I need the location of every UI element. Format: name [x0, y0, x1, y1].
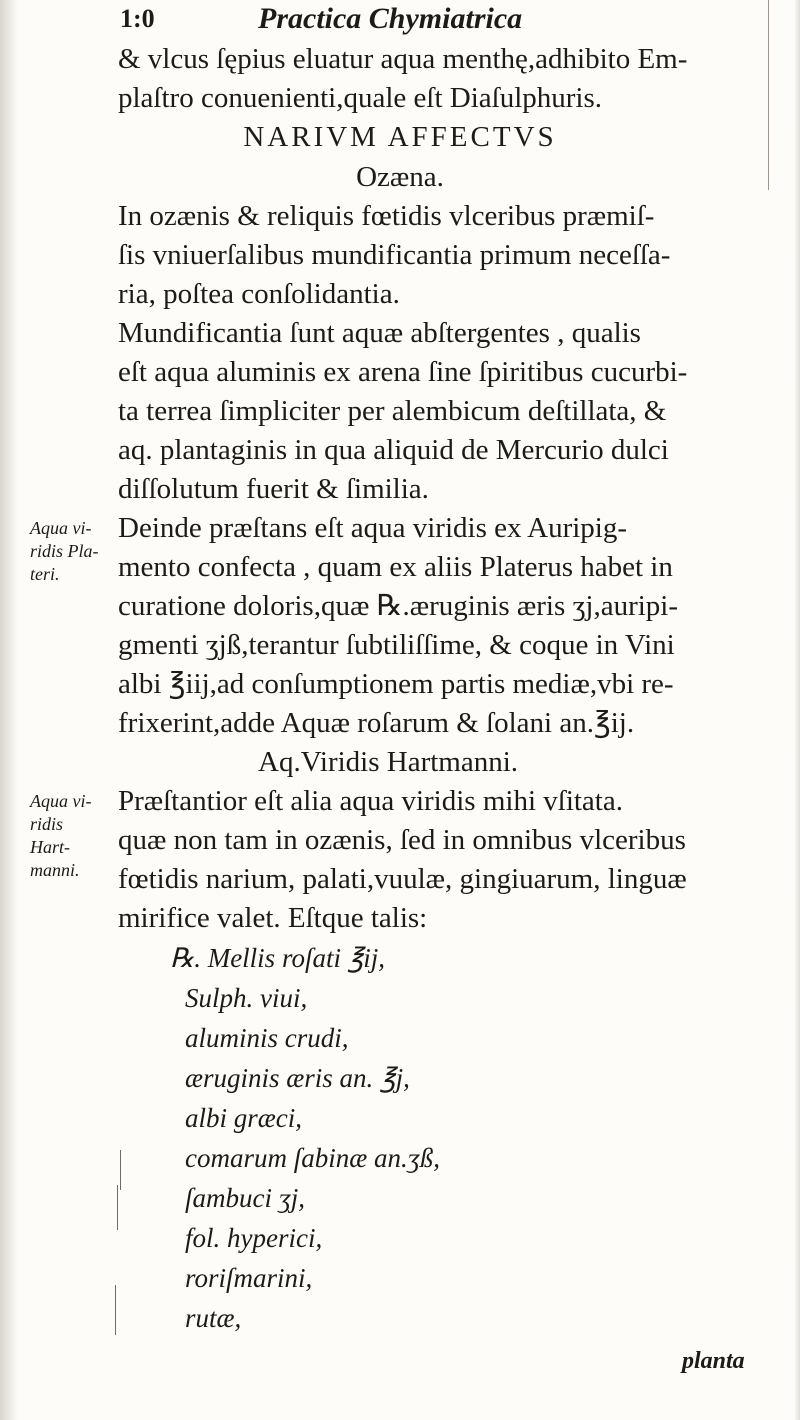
body-line: plaſtro conuenienti,quale eſt Diaſulphuris. — [118, 82, 603, 114]
page-edge-shadow — [794, 0, 800, 1420]
recipe-line: rutæ, — [185, 1303, 242, 1333]
body-line: frixerint,adde Aquæ roſarum & ſolani an.℥ij. — [118, 707, 635, 739]
margin-note: teri. — [30, 564, 60, 584]
subheading: Aq.Viridis Hartmanni. — [258, 746, 519, 778]
recipe-line: Sulph. viui, — [185, 983, 308, 1013]
body-line: quæ non tam in ozænis, ſed in omnibus vlceribus — [118, 824, 686, 856]
body-line: eſt aqua aluminis ex arena ſine ſpiritibus cucurbi- — [118, 356, 688, 388]
catchword: planta — [682, 1348, 745, 1374]
body-line: curatione doloris,quæ ℞.æruginis æris ʒj,auripi- — [118, 590, 679, 622]
body-line: gmenti ʒjß,terantur ſubtiliſſime, & coque in Vini — [118, 629, 675, 661]
recipe-line: comarum ſabinæ an.ʒß, — [185, 1143, 440, 1173]
section-heading: NARIVM AFFECTVS — [243, 121, 557, 153]
margin-note: manni. — [30, 860, 80, 880]
body-line: mirifice valet. Eſtque talis: — [118, 902, 428, 934]
recipe-line: roriſmarini, — [185, 1263, 313, 1293]
recipe-line: albi græci, — [185, 1103, 303, 1133]
subheading: Ozæna. — [356, 161, 444, 193]
page-number: 1:0 — [120, 4, 155, 33]
margin-note: Hart- — [30, 837, 70, 857]
ink-mark — [768, 0, 769, 190]
body-line: In ozænis & reliquis fœtidis vlceribus præmiſ- — [118, 200, 655, 232]
margin-note: ridis Pla- — [30, 541, 99, 561]
body-line: ta terrea ſimpliciter per alembicum deſtillata, & — [118, 395, 667, 427]
ink-mark — [117, 1185, 118, 1230]
margin-note: Aqua vi- — [30, 791, 92, 811]
page-gutter-shadow — [0, 0, 18, 1420]
body-line: aq. plantaginis in qua aliquid de Mercurio dulci — [118, 434, 669, 466]
body-line: Mundificantia ſunt aquæ abſtergentes , qualis — [118, 317, 641, 349]
body-line: Deinde præſtans eſt aqua viridis ex Auripig- — [118, 512, 628, 544]
body-line: albi ℥iij,ad conſumptionem partis mediæ,vbi re- — [118, 668, 674, 700]
margin-note: Aqua vi- — [30, 518, 92, 538]
body-line: mento confecta , quam ex aliis Platerus habet in — [118, 551, 673, 583]
recipe-line: fol. hyperici, — [185, 1223, 323, 1253]
body-line: ria, poſtea conſolidantia. — [118, 278, 400, 310]
ink-mark — [120, 1150, 121, 1190]
margin-note: ridis — [30, 814, 64, 834]
body-line: & vlcus ſępius eluatur aqua menthę,adhibito Em- — [118, 43, 688, 75]
recipe-line: æruginis æris an. ℥j, — [185, 1063, 410, 1093]
recipe-line: ℞. Mellis roſati ℥ij, — [170, 943, 386, 973]
body-line: Præſtantior eſt alia aqua viridis mihi vſitata. — [118, 785, 623, 817]
body-line: fœtidis narium, palati,vuulæ, gingiuarum, linguæ — [118, 863, 687, 895]
body-line: ſis vniuerſalibus mundificantia primum neceſſa- — [118, 239, 671, 271]
recipe-line: ſambuci ʒj, — [185, 1183, 305, 1213]
running-title: Practica Chymiatrica — [258, 2, 523, 35]
recipe-line: aluminis crudi, — [185, 1023, 349, 1053]
body-line: diſſolutum fuerit & ſimilia. — [118, 473, 429, 505]
ink-mark — [115, 1285, 116, 1335]
